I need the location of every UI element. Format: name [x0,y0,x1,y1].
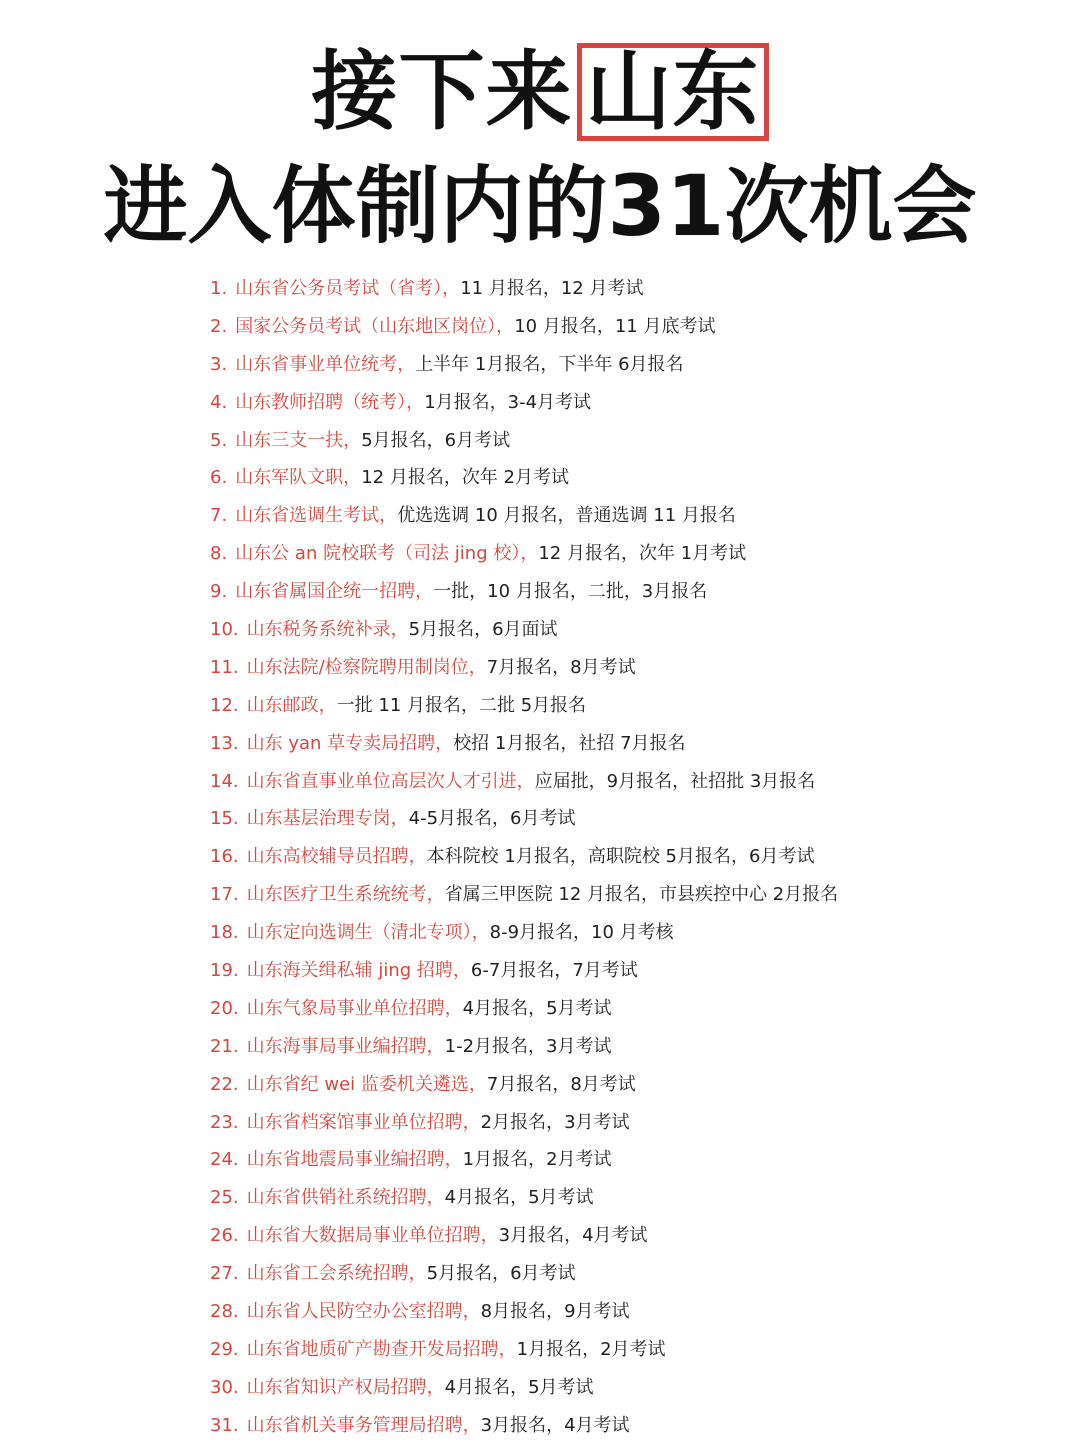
item-name: 山东省地质矿产勘查开发局招聘， [246,1338,517,1360]
item-number: 15. [210,808,239,830]
item-number: 18. [210,922,239,944]
list-item [210,1141,1070,1179]
item-detail: 4-5月报名，6月考试 [408,808,576,830]
item-number: 17. [210,884,239,906]
list-item [210,990,1070,1028]
list-item [210,611,1070,649]
item-name: 山东省机关事务管理局招聘， [246,1414,481,1436]
item-name: 山东公 an 院校联考（司法 jing 校）， [235,543,539,565]
item-name: 山东定向选调生（清北专项）， [246,922,490,944]
item-detail: 4月报名，5月考试 [444,1376,594,1398]
item-detail: 8月报名，9月考试 [480,1301,630,1323]
item-number: 28. [210,1301,239,1323]
item-number: 14. [210,770,239,792]
item-name: 山东三支一扶， [235,429,362,451]
item-name: 山东省公务员考试（省考）， [235,278,461,299]
item-detail: 上半年 1月报名，下半年 6月报名 [415,353,684,375]
item-name: 山东省选调生考试， [235,505,398,527]
item-detail: 本科院校 1月报名，高职院校 5月报名，6月考试 [426,846,815,868]
list-item [210,876,1070,914]
list-item [210,1217,1070,1255]
item-name: 山东法院/检察院聘用制岗位， [246,656,487,678]
item-detail: 8-9月报名，10 月考核 [489,922,674,944]
item-name: 山东省纪 wei 监委机关遴选， [246,1073,487,1095]
list-item [210,497,1070,535]
item-detail: 优选选调 10 月报名，普通选调 11 月报名 [397,505,736,527]
page-title-line1 [0,40,1080,144]
list-item [210,1104,1070,1142]
item-number: 11. [210,656,239,678]
list-item [210,1179,1070,1217]
item-number: 29. [210,1338,239,1360]
item-detail: 1月报名，2月考试 [516,1338,666,1360]
list-item [210,914,1070,952]
item-detail: 3月报名，4月考试 [498,1225,648,1247]
item-number: 3. [210,353,228,375]
item-name: 山东邮政， [246,694,337,716]
item-number: 21. [210,1035,239,1057]
item-detail: 12 月报名，次年 2月考试 [361,467,569,489]
item-name: 山东教师招聘（统考）， [235,391,425,413]
item-number: 9. [210,581,228,603]
item-detail: 1月报名，2月考试 [462,1149,612,1171]
list-item [210,1066,1070,1104]
item-name: 山东省大数据局事业单位招聘， [246,1225,499,1247]
item-detail: 6-7月报名，7月考试 [470,960,638,982]
item-number: 10. [210,619,239,641]
item-detail: 应届批，9月报名，社招批 3月报名 [534,770,816,792]
item-number: 31. [210,1414,239,1436]
item-name: 山东省知识产权局招聘， [246,1376,445,1398]
list-item [210,270,1070,308]
item-number: 1. [210,278,228,299]
title-prefix: 接下来 [311,42,573,142]
item-detail: 3月报名，4月考试 [480,1414,630,1436]
list-item [210,535,1070,573]
list-item [210,952,1070,990]
item-name: 山东省直事业单位高层次人才引进， [246,770,535,792]
list-item [210,384,1070,422]
item-detail: 校招 1月报名，社招 7月报名 [453,732,686,754]
item-name: 山东军队文职， [235,467,362,489]
item-number: 30. [210,1376,239,1398]
item-detail: 11 月报名，12 月考试 [460,278,644,299]
item-name: 山东省档案馆事业单位招聘， [246,1111,481,1133]
item-number: 4. [210,391,228,413]
list-item [210,763,1070,801]
item-detail: 省属三甲医院 12 月报名，市县疾控中心 2月报名 [444,884,839,906]
item-detail: 5月报名，6月考试 [361,429,511,451]
item-number: 20. [210,997,239,1019]
list-item [210,800,1070,838]
list-item [210,1331,1070,1369]
item-number: 7. [210,505,228,527]
list-item [210,346,1070,384]
list-item [210,573,1070,611]
item-name: 山东 yan 草专卖局招聘， [246,732,454,754]
item-name: 山东省事业单位统考， [235,353,416,375]
item-detail: 7月报名，8月考试 [486,656,636,678]
item-number: 24. [210,1149,239,1171]
item-detail: 1-2月报名，3月考试 [444,1035,612,1057]
page-header [0,40,1080,258]
item-detail: 7月报名，8月考试 [486,1073,636,1095]
list-item [210,838,1070,876]
list-item [210,308,1070,346]
item-detail: 2月报名，3月考试 [480,1111,630,1133]
item-name: 山东海事局事业编招聘， [246,1035,445,1057]
item-name: 山东基层治理专岗， [246,808,409,830]
item-name: 山东医疗卫生系统统考， [246,884,445,906]
item-name: 山东省地震局事业编招聘， [246,1149,463,1171]
item-name: 国家公务员考试（山东地区岗位）， [235,315,515,337]
page-title-line2: 进入体制内的31次机会 [103,157,977,255]
item-name: 山东省人民防空办公室招聘， [246,1301,481,1323]
item-number: 12. [210,694,239,716]
item-number: 27. [210,1263,239,1285]
item-number: 26. [210,1225,239,1247]
item-detail: 4月报名，5月考试 [462,997,612,1019]
item-number: 6. [210,467,228,489]
item-name: 山东省工会系统招聘， [246,1263,427,1285]
item-detail: 5月报名，6月考试 [426,1263,576,1285]
item-number: 22. [210,1073,239,1095]
item-number: 25. [210,1187,239,1209]
item-detail: 一批 11 月报名，二批 5月报名 [336,694,587,716]
list-item [210,725,1070,763]
list-item [210,649,1070,687]
list-item [210,687,1070,725]
item-detail: 12 月报名，次年 1月考试 [538,543,747,565]
list-item [210,1028,1070,1066]
item-number: 13. [210,732,239,754]
item-detail: 10 月报名，11 月底考试 [514,315,716,337]
list-item [210,422,1070,460]
item-number: 16. [210,846,239,868]
item-name: 山东气象局事业单位招聘， [246,997,463,1019]
item-number: 5. [210,429,228,451]
item-name: 山东省供销社系统招聘， [246,1187,445,1209]
list-item [210,459,1070,497]
item-name: 山东税务系统补录， [246,619,409,641]
list-item [210,1407,1070,1445]
item-name: 山东海关缉私辅 jing 招聘， [246,960,471,982]
item-detail: 一批，10 月报名，二批，3月报名 [433,581,708,603]
item-number: 8. [210,543,228,565]
opportunity-list [210,270,1070,1445]
item-number: 23. [210,1111,239,1133]
item-number: 2. [210,315,228,337]
item-name: 山东高校辅导员招聘， [246,846,427,868]
list-item [210,1255,1070,1293]
title-highlight-box: 山东 [577,43,769,141]
item-number: 19. [210,960,239,982]
item-detail: 1月报名，3-4月考试 [424,391,592,413]
list-item [210,1293,1070,1331]
item-name: 山东省属国企统一招聘， [235,581,434,603]
item-detail: 4月报名，5月考试 [444,1187,594,1209]
item-detail: 5月报名，6月面试 [408,619,558,641]
list-item [210,1369,1070,1407]
